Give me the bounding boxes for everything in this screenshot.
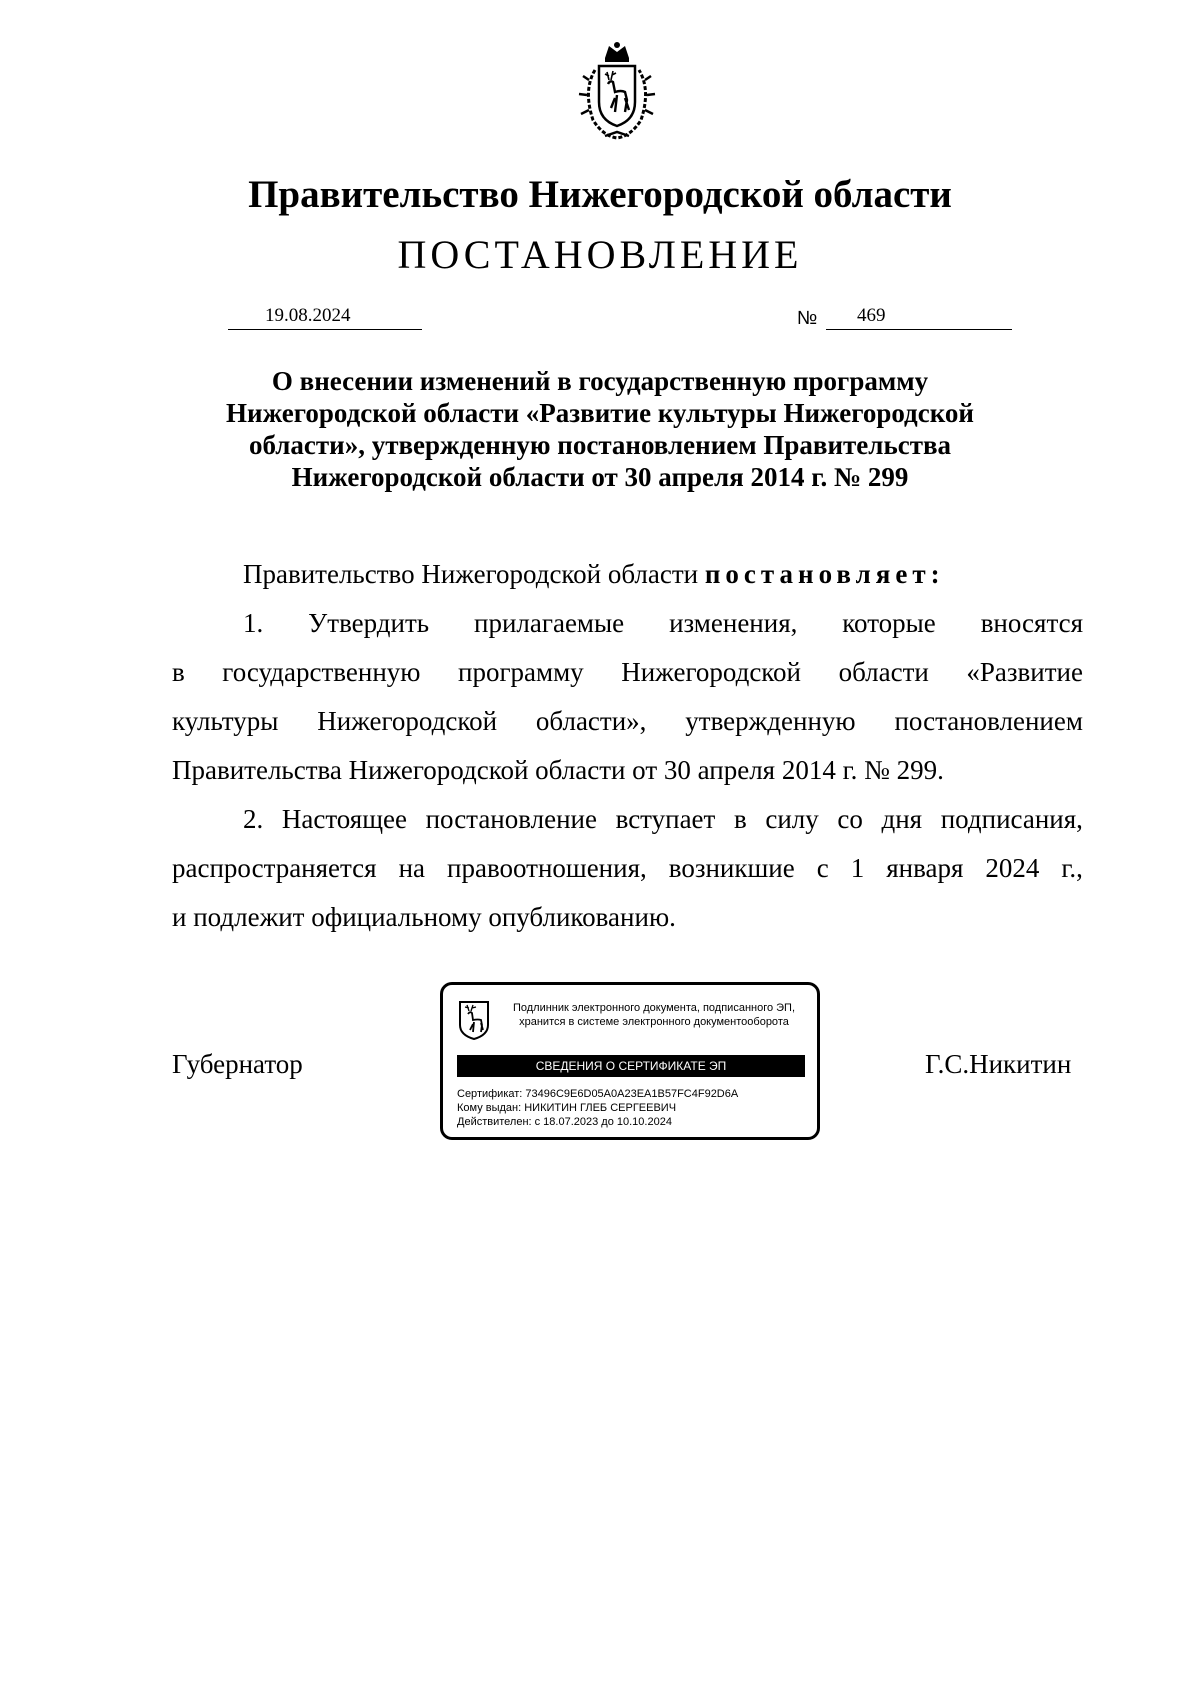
number-sign: № xyxy=(797,308,818,329)
paragraph-word: Нижегородской xyxy=(621,657,802,687)
paragraph-word: возникшие xyxy=(668,853,795,883)
document-type: ПОСТАНОВЛЕНИЕ xyxy=(397,232,803,277)
paragraph-word: прилагаемые xyxy=(474,608,625,638)
document-title xyxy=(200,365,1000,493)
stamp-header-line: хранится в системе электронного документооборота xyxy=(519,1016,789,1028)
paragraph-word: в xyxy=(172,657,185,687)
paragraph-1-line xyxy=(172,656,1083,688)
certificate-validity: Действителен: с 18.07.2023 до 10.10.2024 xyxy=(457,1116,672,1128)
paragraph-word: на xyxy=(398,853,426,883)
paragraph-1-line xyxy=(172,705,1083,737)
paragraph-word: которые xyxy=(842,608,936,638)
paragraph-word: культуры xyxy=(172,706,279,736)
title-line: области», утвержденную постановлением Правительства xyxy=(248,430,952,460)
document-number: 469 xyxy=(857,305,886,326)
certificate-owner: Кому выдан: НИКИТИН ГЛЕБ СЕРГЕЕВИЧ xyxy=(457,1102,677,1114)
paragraph-word: 1 xyxy=(850,853,865,883)
document-date: 19.08.2024 xyxy=(265,305,351,326)
paragraph-word: области», xyxy=(535,706,647,736)
paragraph-2-line xyxy=(243,803,1083,835)
title-line: Нижегородской области «Развитие культуры Нижегородской xyxy=(226,398,974,428)
paragraph-word: 2. xyxy=(243,804,264,834)
paragraph-word: распространяется xyxy=(172,853,377,883)
intro-prefix: Правительство Нижегородской области xyxy=(243,559,699,589)
intro-decree-word: постановляет: xyxy=(704,559,945,589)
paragraph-word: изменения, xyxy=(669,608,798,638)
stamp-header xyxy=(499,1001,809,1029)
paragraph-word: правоотношения, xyxy=(447,853,647,883)
paragraph-word: в xyxy=(733,804,747,834)
signatory-name: Г.С.Никитин xyxy=(925,1049,1072,1079)
coat-of-arms-icon xyxy=(575,40,659,144)
paragraph-word: Нижегородской xyxy=(317,706,498,736)
signatory-position: Губернатор xyxy=(172,1049,303,1079)
paragraph-2-line xyxy=(172,852,1083,884)
paragraph-word: Утвердить xyxy=(308,608,430,638)
organization-title: Правительство Нижегородской области xyxy=(248,173,952,216)
paragraph-word: вносятся xyxy=(980,608,1083,638)
paragraph-word: силу xyxy=(765,804,819,834)
paragraph-word: программу xyxy=(458,657,584,687)
paragraph-word: вступает xyxy=(615,804,716,834)
paragraph-2-line: и подлежит официальному опубликованию. xyxy=(172,902,676,932)
paragraph-word: января xyxy=(886,853,964,883)
paragraph-word: постановлением xyxy=(894,706,1083,736)
intro-line xyxy=(243,558,945,590)
number-field xyxy=(826,305,1012,330)
title-line: Нижегородской области от 30 апреля 2014 г. № 299 xyxy=(291,462,909,492)
paragraph-word: дня xyxy=(881,804,923,834)
paragraph-word: с xyxy=(816,853,829,883)
paragraph-word: 1. xyxy=(243,608,264,638)
stamp-details xyxy=(457,1087,738,1129)
paragraph-word: Настоящее xyxy=(281,804,407,834)
title-line: О внесении изменений в государственную программу xyxy=(271,366,929,396)
paragraph-word: со xyxy=(837,804,863,834)
paragraph-word: подписания, xyxy=(940,804,1083,834)
paragraph-word: государственную xyxy=(222,657,421,687)
paragraph-word: 2024 xyxy=(985,853,1040,883)
stamp-header-line: Подлинник электронного документа, подписанного ЭП, xyxy=(512,1002,796,1014)
paragraph-word: «Развитие xyxy=(966,657,1083,687)
paragraph-word: постановление xyxy=(425,804,597,834)
paragraph-word: области xyxy=(838,657,929,687)
paragraph-word: г., xyxy=(1061,853,1083,883)
electronic-signature-stamp xyxy=(440,982,820,1140)
deer-emblem-icon xyxy=(457,999,491,1041)
date-field xyxy=(228,305,422,330)
stamp-certificate-title: СВЕДЕНИЯ О СЕРТИФИКАТЕ ЭП xyxy=(457,1055,805,1077)
paragraph-1-line xyxy=(243,607,1083,639)
certificate-serial: Сертификат: 73496C9E6D05A0A23EA1B57FC4F92D6A xyxy=(457,1088,739,1100)
paragraph-1-line: Правительства Нижегородской области от 30 апреля 2014 г. № 299. xyxy=(172,755,944,785)
paragraph-word: утвержденную xyxy=(685,706,856,736)
